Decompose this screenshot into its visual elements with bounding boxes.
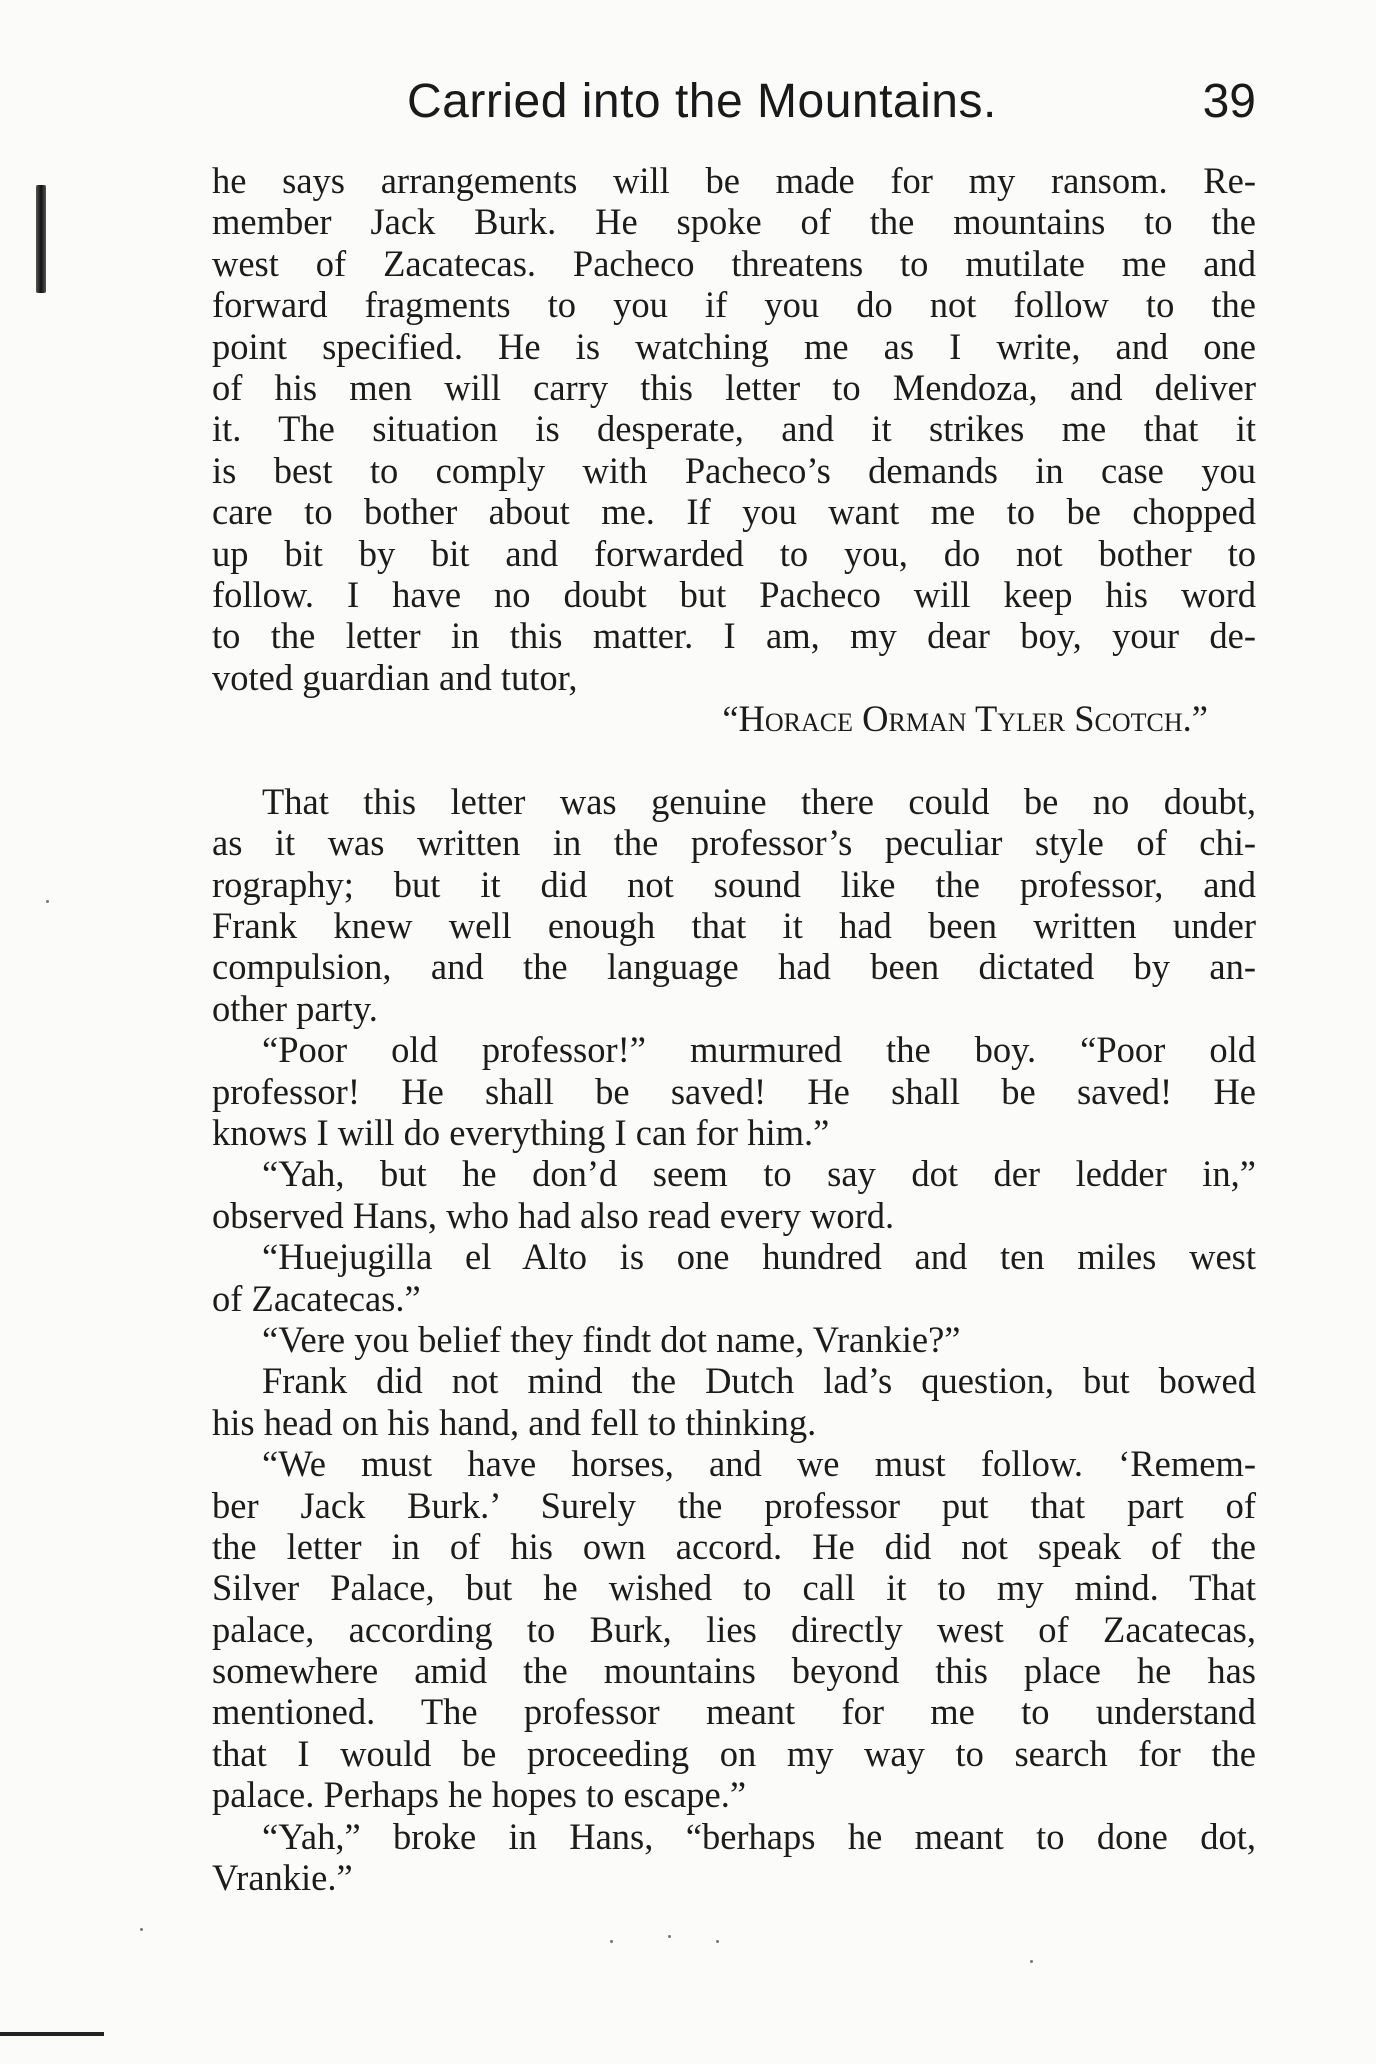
text-line: it. The situation is desperate, and it strikes me that it: [212, 408, 1256, 450]
scan-speck: [716, 1940, 719, 1943]
text-line: professor! He shall be saved! He shall be saved! He: [212, 1070, 1256, 1112]
text-line: palace. Perhaps he hopes to escape.”: [212, 1774, 747, 1816]
text-line: he says arrangements will be made for my ransom. Re-: [212, 160, 1256, 201]
text-line: point specified. He is watching me as I write, and one: [212, 325, 1256, 367]
scan-speck: [610, 1940, 613, 1943]
text-line: “Poor old professor!” murmured the boy. “Poor old: [262, 1029, 1256, 1071]
text-line: up bit by bit and forwarded to you, do not bother to: [212, 532, 1256, 574]
page-header: [212, 74, 1256, 134]
text-line: knows I will do everything I can for him.”: [212, 1111, 830, 1153]
text-line: of Zacatecas.”: [212, 1277, 421, 1319]
text-line: that I would be proceeding on my way to search for the: [212, 1732, 1256, 1774]
text-line: compulsion, and the language had been dictated by an-: [212, 946, 1256, 988]
text-line: voted guardian and tutor,: [212, 656, 578, 698]
text-line: Vrankie.”: [212, 1857, 353, 1899]
text-line: of his men will carry this letter to Mendoza, and deliver: [212, 366, 1256, 408]
text-line: ber Jack Burk.’ Surely the professor put that part of: [212, 1484, 1256, 1526]
text-line: “Huejugilla el Alto is one hundred and ten miles west: [262, 1236, 1256, 1278]
text-line: “Yah, but he don’d seem to say dot der ledder in,”: [262, 1153, 1256, 1195]
text-line: “Vere you belief they findt dot name, Vrankie?”: [262, 1318, 961, 1360]
margin-scan-mark: [36, 185, 46, 293]
text-line: observed Hans, who had also read every word.: [212, 1194, 895, 1236]
text-line: west of Zacatecas. Pacheco threatens to mutilate me and: [212, 242, 1256, 284]
text-line: “We must have horses, and we must follow. ‘Remem-: [262, 1443, 1256, 1485]
text-line: follow. I have no doubt but Pacheco will keep his word: [212, 573, 1256, 615]
text-line: forward fragments to you if you do not follow to the: [212, 284, 1256, 326]
paragraph-gap: [212, 739, 1256, 780]
scan-speck: [668, 1935, 671, 1938]
bottom-scan-mark: [0, 2032, 104, 2036]
text-line: care to bother about me. If you want me to be chopped: [212, 491, 1256, 533]
text-line: as it was written in the professor’s peculiar style of chi-: [212, 822, 1256, 864]
letter-signature: “Horace Orman Tyler Scotch.”: [722, 698, 1208, 740]
text-line: mentioned. The professor meant for me to understand: [212, 1691, 1256, 1733]
text-line: Frank did not mind the Dutch lad’s question, but bowed: [262, 1360, 1256, 1402]
text-line: to the letter in this matter. I am, my dear boy, your de-: [212, 615, 1256, 657]
text-line: somewhere amid the mountains beyond this place he has: [212, 1650, 1256, 1692]
text-line: Silver Palace, but he wished to call it to my mind. That: [212, 1567, 1256, 1609]
page-number: 39: [1202, 75, 1256, 128]
text-line: is best to comply with Pacheco’s demands in case you: [212, 449, 1256, 491]
text-line: palace, according to Burk, lies directly west of Zacatecas,: [212, 1608, 1256, 1650]
text-line: the letter in of his own accord. He did not speak of the: [212, 1525, 1256, 1567]
scan-speck: [140, 1928, 143, 1931]
scan-speck: [1030, 1960, 1033, 1963]
text-line: member Jack Burk. He spoke of the mountains to the: [212, 201, 1256, 243]
text-line: That this letter was genuine there could be no doubt,: [262, 780, 1256, 822]
body-text: [212, 160, 1256, 1898]
text-line: his head on his hand, and fell to thinking.: [212, 1401, 817, 1443]
text-line: rography; but it did not sound like the professor, and: [212, 863, 1256, 905]
text-line: other party.: [212, 987, 378, 1029]
running-title: Carried into the Mountains.: [407, 75, 997, 128]
text-line: Frank knew well enough that it had been written under: [212, 905, 1256, 947]
scan-speck: [46, 900, 49, 903]
text-line: “Yah,” broke in Hans, “berhaps he meant to done dot,: [262, 1815, 1256, 1857]
